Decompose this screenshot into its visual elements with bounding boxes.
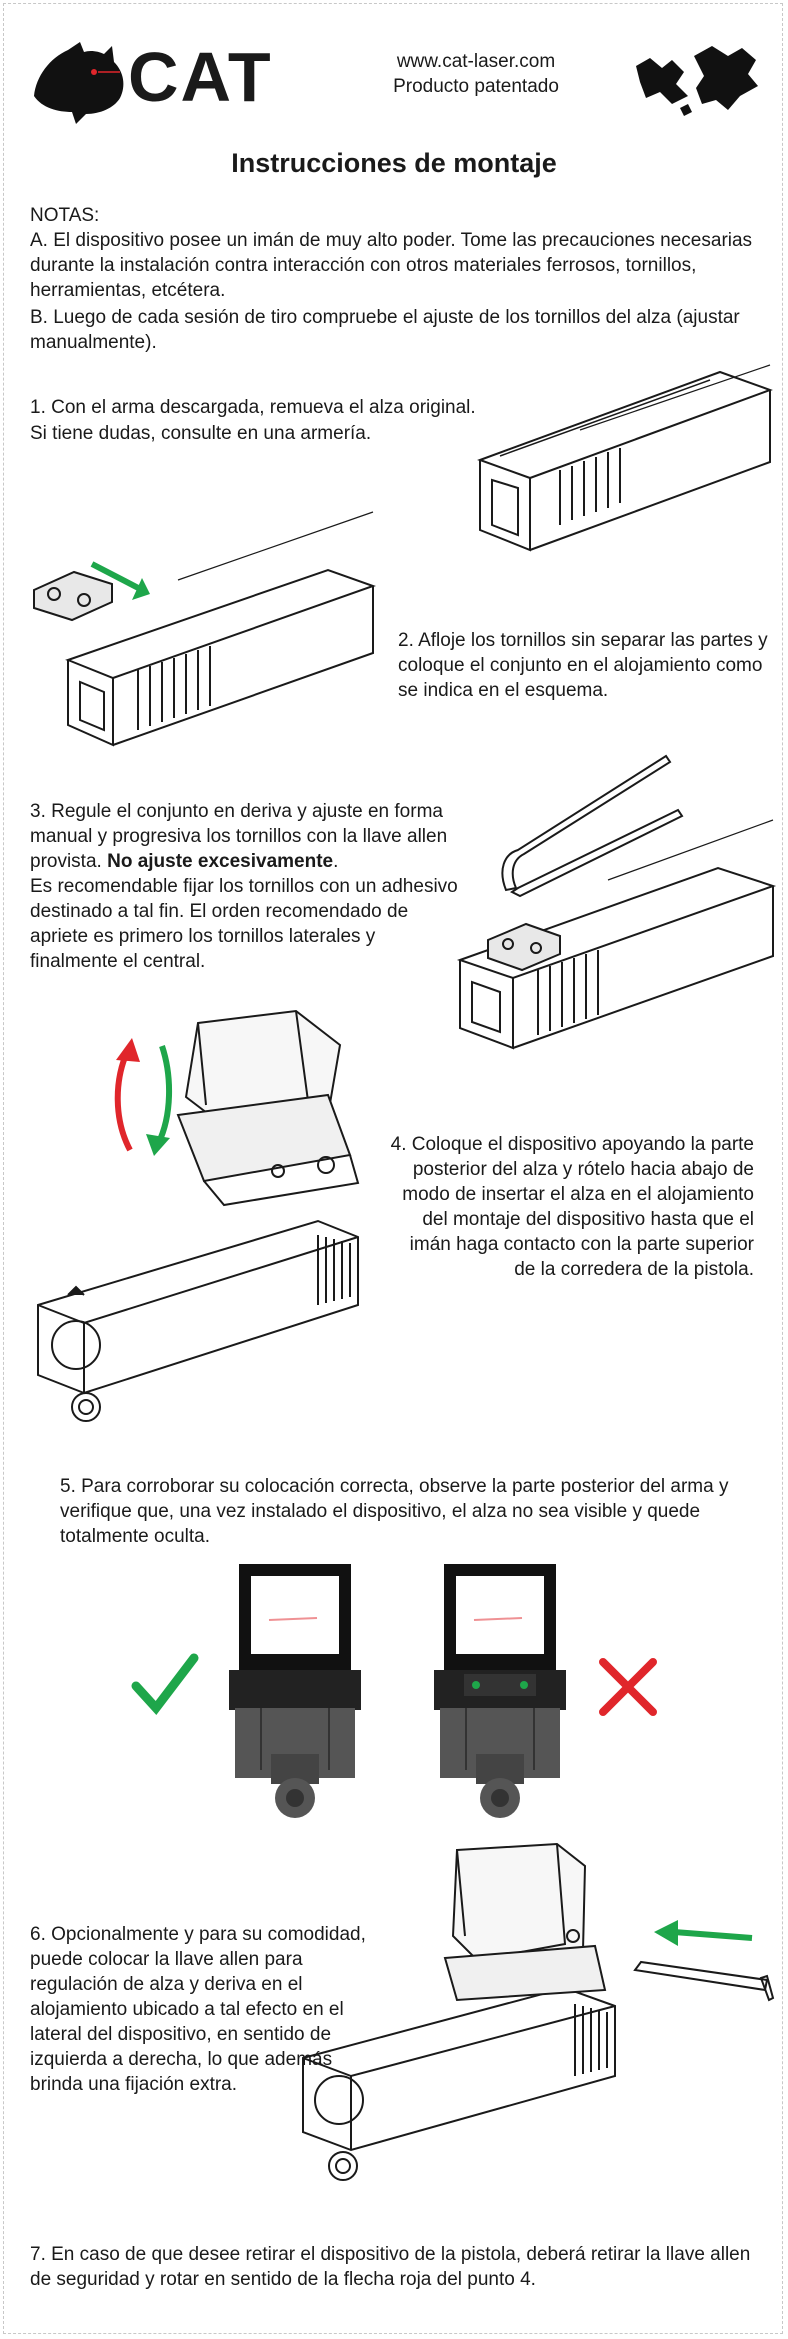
website-link[interactable]: www.cat-laser.com [396,51,556,72]
correct-rear-view [225,1558,365,1823]
patent-label: Producto patentado [393,76,559,97]
step-4-text: 4. Coloque el dispositivo apoyando la parte posterior del alza y rótelo hacia abajo de modo de insertar el alza en el alojamiento del montaje del dispositivo hasta que el imán haga contacto con la parte superior de la corredera de la pistola. [390,1134,754,1280]
step-2-slide-illustration [28,510,398,780]
note-a: A. El dispositivo posee un imán de muy alto poder. Tome las precauciones necesarias durante la instalación contra interacción con otros materiales ferrosos, tornillos, herramientas, etcétera. [30,230,753,301]
brand-name: CAT [128,38,273,116]
step-1-line-2: Si tiene dudas, consulte en una armería. [30,423,372,444]
incorrect-rear-view [430,1558,570,1823]
arrow-icon [652,1918,756,1954]
notes-heading: NOTAS: [30,205,100,226]
arrow-icon [88,558,158,608]
step-4-rotation-arrows [110,1036,180,1156]
step-3-part-b: Es recomendable fijar los tornillos con un adhesivo destinado a tal fin. El orden recomendado de apriete es primero los tornillos laterales y finalmente el central. [30,876,458,972]
step-6-text: 6. Opcionalmente y para su comodidad, puede colocar la llave allen para regulación de alza y deriva en el alojamiento ubicado a tal efecto en el lateral del dispositivo, en sentido de izquierda a derecha, lo que además brinda una fijación extra. [30,1924,366,2095]
step-3-period: . [333,851,339,872]
step-6-green-arrow [652,1918,756,1954]
cross-icon [595,1654,661,1720]
page-title: Instrucciones de montaje [231,148,557,178]
step-2-green-arrow [88,558,158,608]
check-mark [130,1650,200,1720]
step-1-line-1: 1. Con el arma descargada, remueva el alza original. [30,397,476,418]
step-1-slide-illustration [470,360,780,570]
step-3-text [30,799,460,974]
islands-map [632,38,762,118]
note-b: B. Luego de cada sesión de tiro compruebe el ajuste de los tornillos del alza (ajustar manualmente). [30,307,740,353]
check-icon [130,1650,200,1720]
step-3-part-a: 3. Regule el conjunto en deriva y ajuste en forma manual y progresiva los tornillos con la llave allen provista. [30,801,448,872]
islands-map-icon [632,38,762,118]
step-5-text: 5. Para corroborar su colocación correcta, observe la parte posterior del arma y verifique que, una vez instalado el dispositivo, el alza no sea visible y quede totalmente oculta. [60,1476,729,1547]
step-4-device-illustration [28,1005,388,1425]
step-7-text: 7. En caso de que desee retirar el dispositivo de la pistola, deberá retirar la llave allen de seguridad y rotar en sentido de la flecha roja del punto 4. [30,2244,751,2290]
step-3-warning: No ajuste excesivamente [107,851,334,872]
cross-mark [595,1654,661,1720]
step-3-slide-illustration [448,750,778,1080]
step-2-text: 2. Afloje los tornillos sin separar las partes y coloque el conjunto en el alojamiento como se indica en el esquema. [398,630,768,701]
arrow-icon [110,1036,180,1156]
